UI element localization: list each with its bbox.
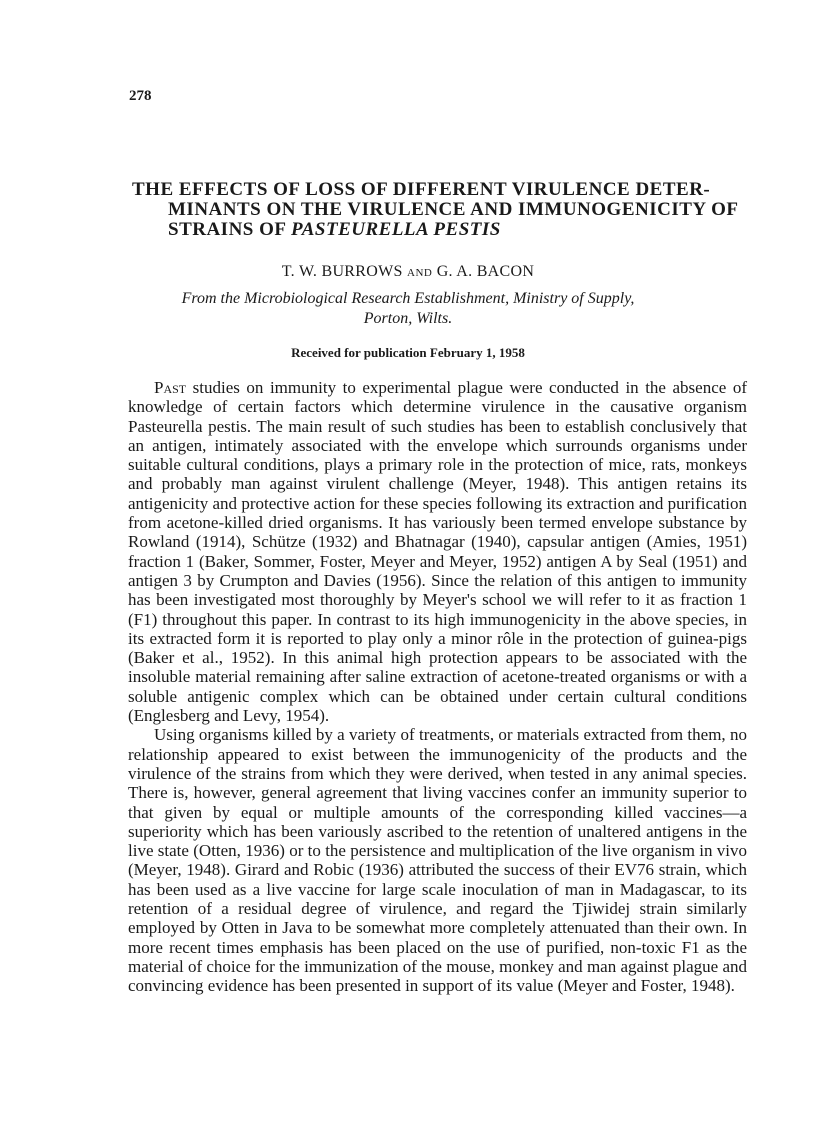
- affiliation-line-1: From the Microbiological Research Establishment, Ministry of Supply,: [181, 290, 635, 307]
- article-title: [132, 179, 739, 240]
- page-number: 278: [129, 88, 152, 104]
- title-line-3-prefix: STRAINS OF: [168, 219, 292, 240]
- affiliation-line-2: Porton, Wilts.: [363, 310, 453, 327]
- author-2: G. A. BACON: [436, 263, 535, 280]
- affiliation: [0, 289, 816, 329]
- paragraph-1-text: studies on immunity to experimental plague were conducted in the absence of knowledge of certain factors which determine virulence in the causative organism Pasteurella pestis. The main result of such studies has been to establish conclusively that an antigen, intimately associated with the envelope which surrounds organisms under suitable cultural conditions, plays a primary role in the protection of mice, rats, monkeys and probably man against virulent challenge (Meyer, 1948). This antigen retains its antigenicity and protective action for these species following its extraction and purification from acetone-killed dried organisms. It has variously been termed envelope substance by Rowland (1914), Schütze (1932) and Bhatnagar (1940), capsular antigen (Amies, 1951) fraction 1 (Baker, Sommer, Foster, Meyer and Meyer, 1952) antigen A by Seal (1951) and antigen 3 by Crumpton and Davies (1956). Since the relation of this antigen to immunity has been investigated most thoroughly by Meyer's school we will refer to it as fraction 1 (F1) throughout this paper. In contrast to its high immunogenicity in the above species, in its extracted form it is reported to play only a minor rôle in the protection of guinea-pigs (Baker et al., 1952). In this animal high protection appears to be associated with the insoluble material remaining after saline extraction of acetone-treated organisms or with a soluble antigenic complex which can be obtained under certain cultural conditions (Englesberg and Levy, 1954).: [128, 378, 747, 726]
- paragraph-2: Using organisms killed by a variety of treatments, or materials extracted from them, no relationship appeared to exist between the immunogenicity of the products and the virulence of the strains from which they were derived, when tested in any animal species. There is, however, general agreement that living vaccines confer an immunity superior to that given by equal or multiple amounts of the corresponding killed vaccines—a superiority which has been variously ascribed to the retention of unaltered antigens in the live state (Otten, 1936) or to the persistence and multiplication of the live organism in vivo (Meyer, 1948). Girard and Robic (1936) attributed the success of their EV76 strain, which has been used as a live vaccine for large scale inoculation of man in Madagascar, to its retention of a residual degree of virulence, and regard the Tjiwidej strain similarly employed by Otten in Java to be somewhat more completely attenuated than their own. In more recent times emphasis has been placed on the use of purified, non-toxic F1 as the material of choice for the immunization of the mouse, monkey and man against plague and convincing evidence has been presented in support of its value (Meyer and Foster, 1948).: [128, 725, 747, 996]
- title-species-name: PASTEURELLA PESTIS: [291, 219, 501, 240]
- received-date: Received for publication February 1, 1958: [291, 345, 525, 360]
- article-body: [128, 378, 747, 996]
- paragraph-1-lead: Past: [154, 378, 187, 397]
- authors: [0, 263, 816, 281]
- author-conjunction: AND: [407, 267, 433, 279]
- paragraph-1: [128, 378, 747, 725]
- title-line-3: [132, 220, 732, 240]
- author-1: T. W. BURROWS: [281, 263, 403, 280]
- title-line-2: MINANTS ON THE VIRULENCE AND IMMUNOGENICITY OF: [168, 199, 739, 220]
- title-line-1: THE EFFECTS OF LOSS OF DIFFERENT VIRULENCE DETER-: [132, 179, 711, 200]
